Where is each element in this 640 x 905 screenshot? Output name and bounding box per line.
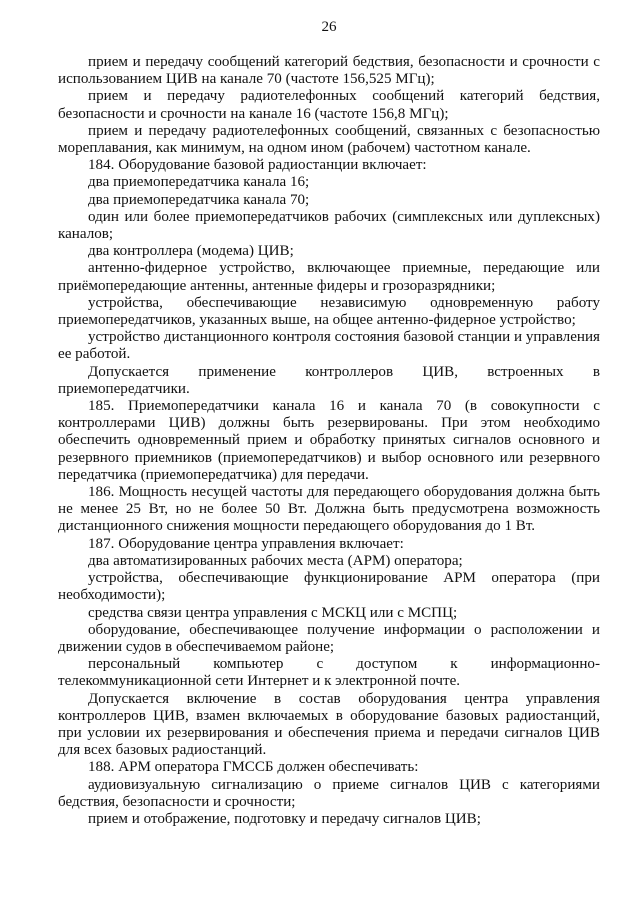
paragraph: прием и отображение, подготовку и передачу сигналов ЦИВ; <box>88 810 481 827</box>
paragraph: два автоматизированных рабочих места (АРМ) оператора; <box>88 552 463 569</box>
paragraph: один или более приемопередатчиков рабочих (симплексных или дуплексных) каналов; <box>58 208 600 243</box>
paragraph: прием и передачу сообщений категорий бедствия, безопасности и срочности с использованием ЦИВ на канале 70 (частоте 156,525 МГц); <box>58 54 600 88</box>
paragraph: средства связи центра управления с МСКЦ или с МСПЦ; <box>88 604 458 621</box>
paragraph: персональный компьютер с доступом к информационно-телекоммуникационной сети Интернет и к электронной почте. <box>58 656 600 690</box>
paragraph: антенно-фидерное устройство, включающее приемные, передающие или приёмопередающие антенны, антенные фидеры и грозоразрядники; <box>58 260 600 294</box>
paragraph: 185. Приемопередатчики канала 16 и канала 70 (в совокупности с контроллерами ЦИВ) должны быть резервированы. При этом необходимо обеспечить одновременный прием и обработку принятых сигналов основного и резервного приемников (приемопередатчиков) и выбор основного или резервного передатчика (приемопередатчика) для передачи. <box>58 398 600 483</box>
document-body <box>58 54 600 828</box>
paragraph: 186. Мощность несущей частоты для передающего оборудования должна быть не менее 25 Вт, но не более 50 Вт. Должна быть предусмотрена возможность дистанционного снижения мощности передающего оборудования до 1 Вт. <box>58 484 600 535</box>
paragraph: 188. АРМ оператора ГМССБ должен обеспечивать: <box>88 759 419 776</box>
paragraph: два приемопередатчика канала 16; <box>88 174 310 191</box>
paragraph: оборудование, обеспечивающее получение информации о расположении и движении судов в обеспечиваемом районе; <box>58 621 600 655</box>
paragraph: устройства, обеспечивающие функционирование АРМ оператора (при необходимости); <box>58 570 600 604</box>
paragraph: устройство дистанционного контроля состояния базовой станции и управления ее работой. <box>58 329 600 363</box>
paragraph: 184. Оборудование базовой радиостанции включает: <box>88 157 427 174</box>
page-number: 26 <box>321 19 337 35</box>
paragraph: 187. Оборудование центра управления включает: <box>88 535 404 552</box>
paragraph: Допускается применение контроллеров ЦИВ, встроенных в приемопередатчики. <box>58 363 600 397</box>
paragraph: Допускается включение в состав оборудования центра управления контроллеров ЦИВ, взамен включаемых в оборудование базовых радиостанций, при условии их резервирования и обеспечения приема и передачи сигналов ЦИВ для всех базовых радиостанций. <box>58 690 600 759</box>
paragraph: два приемопередатчика канала 70; <box>88 191 310 208</box>
paragraph: аудиовизуальную сигнализацию о приеме сигналов ЦИВ с категориями бедствия, безопасности и срочности; <box>58 776 600 810</box>
paragraph: прием и передачу радиотелефонных сообщений, связанных с безопасностью мореплавания, как минимум, на одном ином (рабочем) частотном канале. <box>58 122 600 157</box>
paragraph: два контроллера (модема) ЦИВ; <box>88 243 294 260</box>
paragraph: прием и передачу радиотелефонных сообщений категорий бедствия, безопасности и срочности на канале 16 (частоте 156,8 МГц); <box>58 88 600 122</box>
paragraph: устройства, обеспечивающие независимую одновременную работу приемопередатчиков, указанных выше, на общее антенно-фидерное устройство; <box>58 294 600 329</box>
